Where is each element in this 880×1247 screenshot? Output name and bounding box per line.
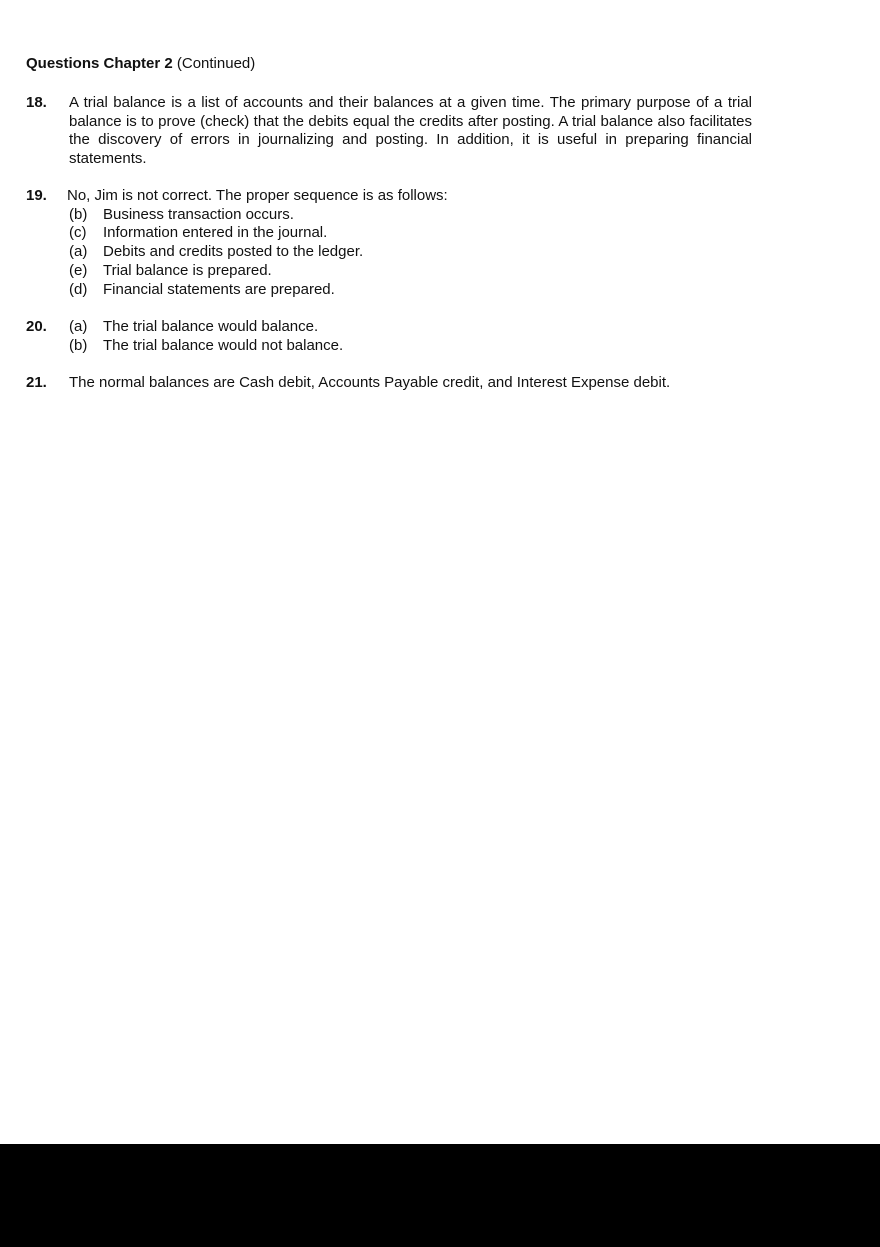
question-20 bbox=[26, 318, 752, 355]
item-label: (a) bbox=[69, 318, 88, 335]
question-number: 19. bbox=[26, 187, 47, 204]
item-label: (a) bbox=[69, 243, 88, 261]
item-label: (e) bbox=[69, 261, 88, 279]
question-18 bbox=[26, 94, 752, 169]
page-heading bbox=[26, 55, 255, 73]
item-label: (b) bbox=[69, 205, 88, 223]
list-item bbox=[69, 224, 752, 243]
list-item bbox=[69, 262, 752, 281]
item-text: Financial statements are prepared. bbox=[103, 280, 335, 298]
list-item bbox=[69, 281, 752, 300]
question-answer-text: No, Jim is not correct. The proper sequence is as follows: bbox=[67, 187, 448, 204]
item-text: Trial balance is prepared. bbox=[103, 261, 272, 279]
question-number: 21. bbox=[26, 374, 47, 391]
black-footer-bar bbox=[0, 1144, 880, 1247]
question-19 bbox=[26, 187, 752, 299]
item-label: (c) bbox=[69, 224, 87, 242]
item-text: Information entered in the journal. bbox=[103, 224, 328, 242]
question-21 bbox=[26, 374, 752, 393]
question-number: 18. bbox=[26, 94, 47, 111]
answer-list bbox=[69, 318, 752, 355]
question-number: 20. bbox=[26, 318, 47, 335]
item-text: Debits and credits posted to the ledger. bbox=[103, 243, 364, 261]
item-label: (b) bbox=[69, 336, 88, 354]
sequence-list bbox=[69, 206, 752, 300]
item-text: Business transaction occurs. bbox=[103, 205, 294, 223]
heading-bold: Questions Chapter 2 bbox=[26, 55, 173, 72]
item-text: The trial balance would balance. bbox=[103, 318, 319, 335]
item-label: (d) bbox=[69, 280, 88, 298]
list-item bbox=[69, 206, 752, 225]
question-answer-text: A trial balance is a list of accounts and their balances at a given time. The primary purpose of a trial balance is to prove (check) that the debits equal the credits after posting. A trial balance also facilitates the discovery of errors in journalizing and posting. In addition, it is useful in preparing financial statements. bbox=[69, 94, 752, 168]
list-item bbox=[69, 243, 752, 262]
heading-continued: (Continued) bbox=[172, 55, 256, 72]
item-text: The trial balance would not balance. bbox=[103, 336, 344, 354]
list-item bbox=[69, 337, 752, 356]
question-answer-text: The normal balances are Cash debit, Accounts Payable credit, and Interest Expense debit. bbox=[69, 374, 671, 391]
list-item bbox=[69, 318, 752, 337]
